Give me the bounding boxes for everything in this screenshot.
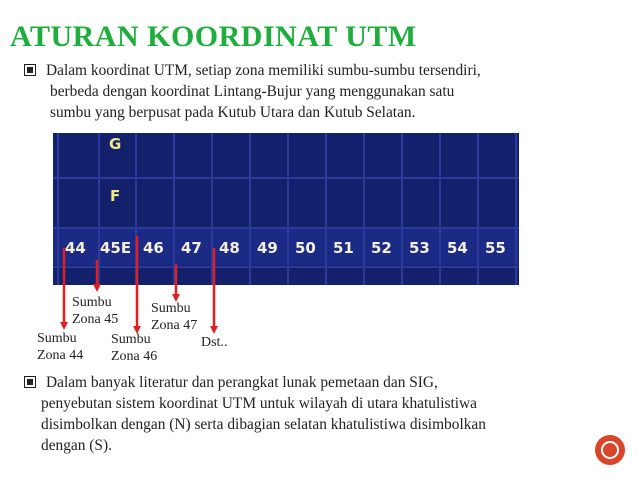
zone-label-44: 44	[65, 239, 86, 257]
zone-label-47: 47	[181, 239, 202, 257]
zone-label-53: 53	[409, 239, 430, 257]
row-letter-f: F	[110, 187, 121, 205]
bullet-utm-notation	[24, 372, 594, 456]
label-line: Sumbu	[72, 295, 112, 310]
bullet2-line2: penyebutan sistem koordinat UTM untuk wilayah di utara khatulistiwa	[41, 395, 477, 412]
zone-label-46: 46	[143, 239, 164, 257]
label-sumbu-zona-45	[72, 294, 118, 328]
bullet2-line3: disimbolkan dengan (N) serta dibagian selatan khatulistiwa disimbolkan	[41, 416, 486, 433]
label-line: Zona 45	[72, 312, 119, 327]
row-letter-g: G	[109, 135, 122, 153]
label-line: Sumbu	[111, 332, 151, 347]
label-line: Zona 46	[111, 349, 158, 364]
label-sumbu-zona-46	[111, 331, 157, 365]
zone-label-48: 48	[219, 239, 240, 257]
label-line: Zona 47	[151, 318, 198, 333]
zone-label-55: 55	[485, 239, 506, 257]
zone-label-49: 49	[257, 239, 278, 257]
checkbox-bullet-icon	[24, 376, 36, 388]
zone-label-51: 51	[333, 239, 354, 257]
label-line: Sumbu	[37, 331, 77, 346]
slide-title: ATURAN KOORDINAT UTM	[10, 20, 417, 53]
bullet2-line4: dengan (S).	[41, 437, 112, 454]
label-sumbu-zona-44	[37, 330, 83, 364]
zone-label-54: 54	[447, 239, 468, 257]
bullet1-line3: sumbu yang berpusat pada Kutub Utara dan Kutub Selatan.	[50, 104, 416, 121]
bullet2-line1: Dalam banyak literatur dan perangkat lunak pemetaan dan SIG,	[46, 374, 438, 391]
zone-label-52: 52	[371, 239, 392, 257]
label-line: Sumbu	[151, 301, 191, 316]
bullet1-line1: Dalam koordinat UTM, setiap zona memiliki sumbu-sumbu tersendiri,	[46, 62, 481, 79]
bullet1-line2: berbeda dengan koordinat Lintang-Bujur yang menggunakan satu	[50, 83, 455, 100]
label-dst: Dst..	[201, 335, 228, 350]
label-line: Zona 44	[37, 348, 84, 363]
label-sumbu-zona-47	[151, 300, 197, 334]
slide-logo-icon	[595, 435, 625, 465]
zone-label-50: 50	[295, 239, 316, 257]
zone-label-45e: 45E	[100, 239, 132, 257]
